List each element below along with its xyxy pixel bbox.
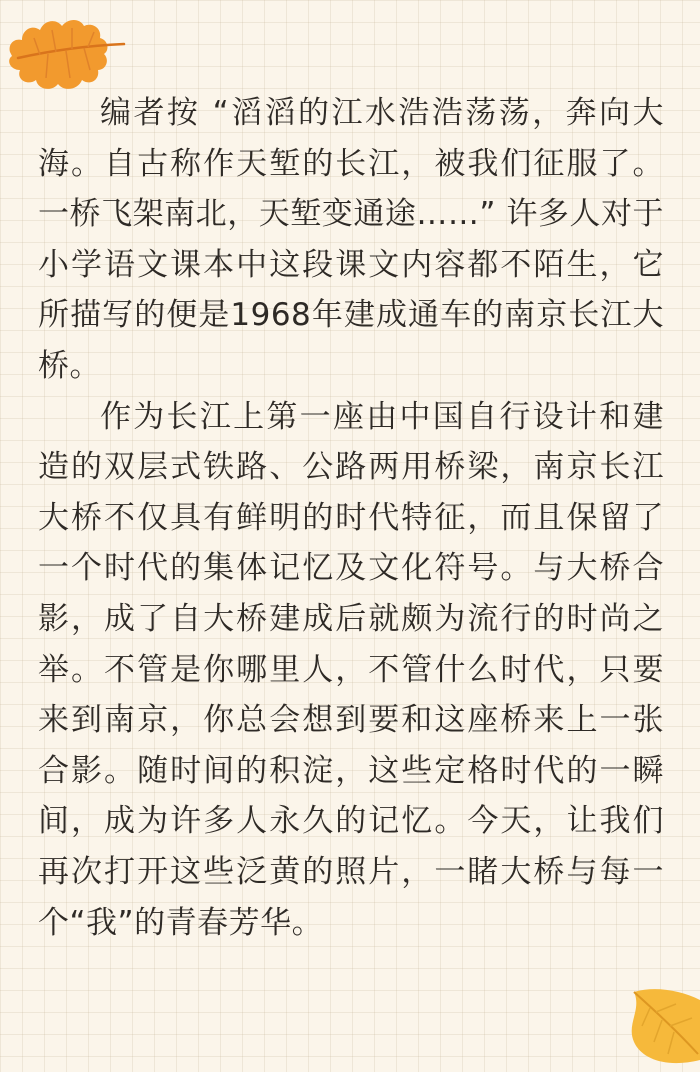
editor-note-paragraph: 编者按 “滔滔的江水浩浩荡荡，奔向大海。自古称作天堑的长江，被我们征服了。一桥飞架南北，天堑变通途……” 许多人对于小学语文课本中这段课文内容都不陌生，它所描写的便是1968年建成通车的南京长江大桥。 — [38, 95, 664, 384]
body-paragraph: 作为长江上第一座由中国自行设计和建造的双层式铁路、公路两用桥梁，南京长江大桥不仅具有鲜明的时代特征，而且保留了一个时代的集体记忆及文化符号。与大桥合影，成了自大桥建成后就颇为流行的时尚之举。不管是你哪里人，不管什么时代，只要来到南京，你总会想到要和这座桥来上一张合影。随时间的积淀，这些定格时代的一瞬间，成为许多人永久的记忆。今天，让我们再次打开这些泛黄的照片，一睹大桥与每一个“我”的青春芳华。 — [38, 398, 664, 941]
yellow-leaf-icon — [620, 982, 700, 1072]
orange-oak-leaf-icon — [0, 8, 130, 98]
article — [38, 88, 664, 948]
